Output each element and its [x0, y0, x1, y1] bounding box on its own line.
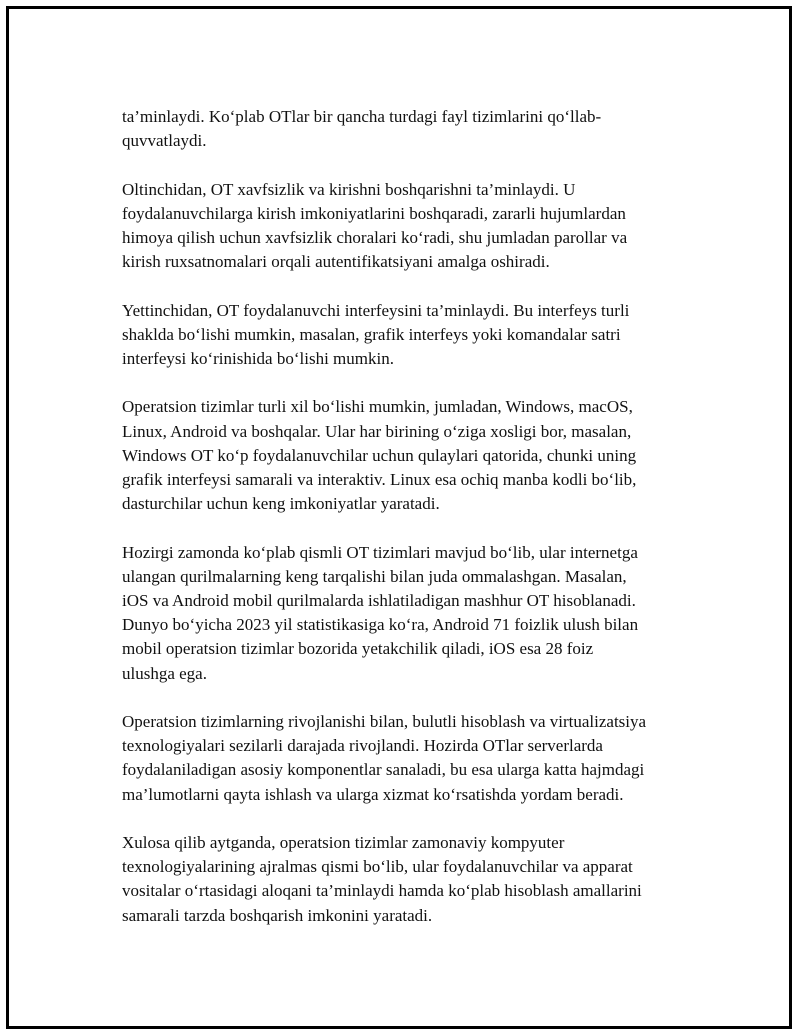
paragraph-os-types: Operatsion tizimlar turli xil boʻlishi mumkin, jumladan, Windows, macOS, Linux, Android va boshqalar. Ular har birining oʻziga xosligi bor, masalan, Windows OT koʻp foydalanuvchilar uchun qulaylari qatorida, chunki uning grafik interfeysi samarali va interaktiv. Linux esa ochiq manba kodli boʻlib, dasturchilar uchun keng imkoniyatlar yaratadi.: [122, 397, 637, 514]
document-body: [122, 105, 702, 952]
paragraph-file-systems: ta’minlaydi. Koʻplab OTlar bir qancha turdagi fayl tizimlarini qoʻllab- quvvatlaydi.: [122, 107, 602, 151]
paragraph-mobile-os: Hozirgi zamonda koʻplab qismli OT tizimlari mavjud boʻlib, ular internetga ulangan qurilmalarning keng tarqalishi bilan juda ommalashgan. Masalan, iOS va Android mobil qurilmalarda ishlatiladigan mashhur OT hisoblanadi. Dunyo boʻyicha 2023 yil statistikasiga koʻra, Android 71 foizlik ulush bilan mobil operatsion tizimlar bozorida yetakchilik qiladi, iOS esa 28 foiz ulushga ega.: [122, 542, 639, 683]
paragraph-conclusion: Xulosa qilib aytganda, operatsion tizimlar zamonaviy kompyuter texnologiyalarining ajralmas qismi boʻlib, ular foydalanuvchilar va apparat vositalar oʻrtasidagi aloqani ta’minlaydi hamda koʻplab hisoblash amallarini samarali tarzda boshqarish imkonini yaratadi.: [122, 833, 642, 925]
paragraph-security: Oltinchidan, OT xavfsizlik va kirishni boshqarishni ta’minlaydi. U foydalanuvchilarga kirish imkoniyatlarini boshqaradi, zararli hujumlardan himoya qilish uchun xavfsizlik choralari koʻradi, shu jumladan parollar va kirish ruxsatnomalari orqali autentifikatsiyani amalga oshiradi.: [122, 179, 628, 272]
page-frame: [6, 6, 792, 1029]
paragraph-cloud-virtualization: Operatsion tizimlarning rivojlanishi bilan, bulutli hisoblash va virtualizatsiya texnologiyalari sezilarli darajada rivojlandi. Hozirda OTlar serverlarda foydalaniladigan asosiy komponentlar sanaladi, bu esa ularga katta hajmdagi ma’lumotlarni qayta ishlash va ularga xizmat koʻrsatishda yordam beradi.: [122, 712, 647, 804]
paragraph-user-interface: Yettinchidan, OT foydalanuvchi interfeysini ta’minlaydi. Bu interfeys turli shaklda boʻlishi mumkin, masalan, grafik interfeys yoki komandalar satri interfeysi koʻrinishida boʻlishi mumkin.: [122, 300, 630, 368]
